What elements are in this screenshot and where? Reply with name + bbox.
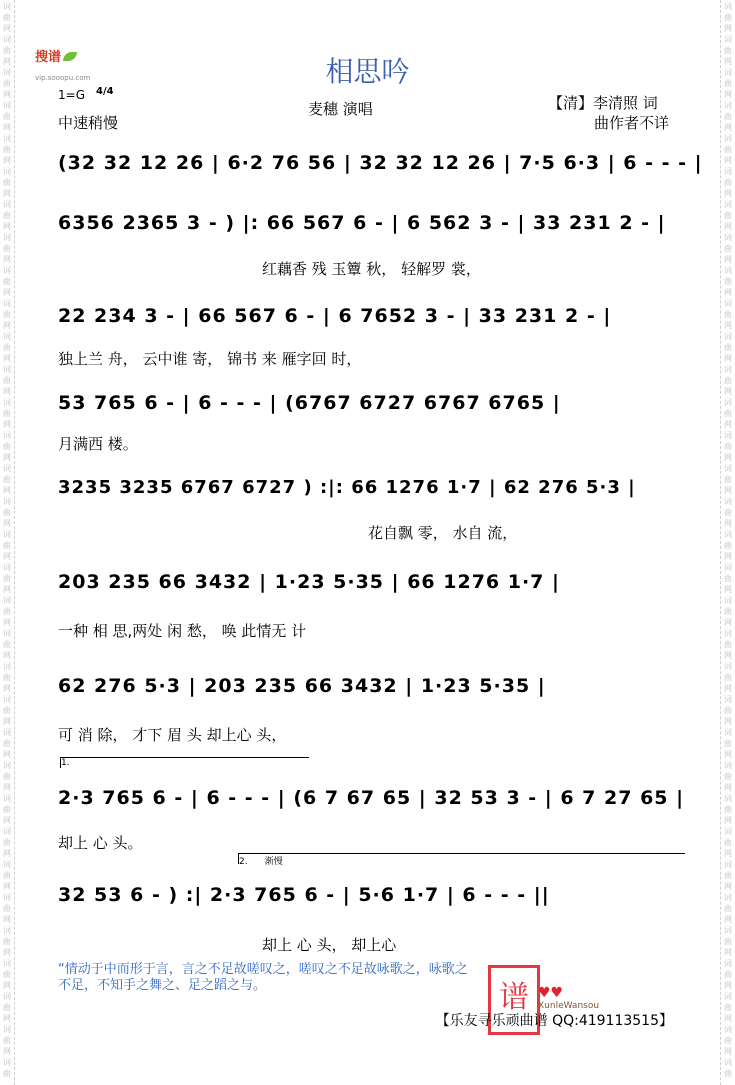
volta-2-bracket [238,853,685,867]
watermark-char: 网 [724,486,732,495]
watermark-char: 网 [3,552,11,561]
lyric-line-9: 却上 心 头， 却上心 [262,936,397,954]
watermark-char: 网 [3,189,11,198]
watermark-char: 词 [3,35,11,44]
score-line-6: 203 235 66 3432 | 1·23 5·35 | 66 1276 1·7 | [58,571,560,593]
watermark-char: 词 [3,794,11,803]
watermark-char: 网 [724,189,732,198]
watermark-char: 网 [724,750,732,759]
watermark-char: 曲 [3,178,11,187]
watermark-char: 曲 [3,277,11,286]
watermark-char: 词 [724,563,732,572]
watermark-char: 曲 [724,706,732,715]
watermark-char: 词 [724,497,732,506]
watermark-char: 词 [724,332,732,341]
watermark-char: 网 [3,123,11,132]
watermark-char: 词 [724,266,732,275]
watermark-char: 曲 [724,277,732,286]
watermark-char: 曲 [724,46,732,55]
watermark-char: 曲 [3,706,11,715]
score-line-1: (32 32 12 26 | 6·2 76 56 | 32 32 12 26 | 7·5 6·3 | 6 - - - | [58,152,703,174]
watermark-char: 曲 [724,772,732,781]
watermark-char: 词 [3,926,11,935]
watermark-char: 曲 [724,211,732,220]
watermark-char: 网 [724,717,732,726]
watermark-char: 网 [724,915,732,924]
watermark-char: 网 [724,651,732,660]
score-line-5: 3235 3235 6767 6727 ) :|: 66 1276 1·7 | 62 276 5·3 | [58,477,636,498]
watermark-char: 曲 [724,145,732,154]
watermark-char: 曲 [3,970,11,979]
watermark-char: 曲 [724,310,732,319]
watermark-char: 网 [724,981,732,990]
score-line-8: 2·3 765 6 - | 6 - - - | (6 7 67 65 | 32 53 3 - | 6 7 27 65 | [58,787,685,809]
watermark-char: 词 [3,728,11,737]
watermark-char: 网 [724,585,732,594]
watermark-char: 网 [3,849,11,858]
volta-1-label: 1. [61,758,70,768]
watermark-char: 词 [724,728,732,737]
volta-1-bracket [60,757,309,768]
watermark-char: 曲 [724,673,732,682]
volta-2-label: 2. [239,857,248,867]
watermark-char: 词 [724,893,732,902]
watermark-char: 词 [3,497,11,506]
watermark-char: 词 [3,1058,11,1067]
watermark-char: 网 [3,90,11,99]
site-logo-url: vip.sooopu.com [35,74,91,82]
lyric-line-6: 一种 相 思,两处 闲 愁， 唤 此情无 计 [58,622,307,640]
watermark-char: 曲 [3,211,11,220]
brand-name: XunleWansou [538,1001,600,1011]
watermark-char: 网 [3,948,11,957]
watermark-char: 曲 [3,244,11,253]
right-watermark-strip [720,0,735,1085]
watermark-char: 词 [724,695,732,704]
watermark-char: 网 [3,222,11,231]
watermark-char: 曲 [3,475,11,484]
watermark-char: 网 [3,618,11,627]
watermark-char: 词 [3,200,11,209]
watermark-char: 词 [3,695,11,704]
watermark-char: 曲 [724,607,732,616]
watermark-char: 曲 [3,937,11,946]
watermark-char: 曲 [3,871,11,880]
watermark-char: 网 [724,783,732,792]
watermark-char: 词 [724,299,732,308]
watermark-char: 曲 [3,673,11,682]
watermark-char: 词 [724,860,732,869]
watermark-char: 曲 [724,904,732,913]
watermark-char: 曲 [3,46,11,55]
score-line-2: 6356 2365 3 - ) |: 66 567 6 - | 6 562 3 - | 33 231 2 - | [58,212,666,234]
watermark-char: 曲 [724,442,732,451]
lyricist: 【清】李清照 词 [548,94,658,112]
watermark-char: 词 [3,299,11,308]
watermark-char: 网 [3,915,11,924]
watermark-char: 网 [724,354,732,363]
watermark-char: 网 [3,57,11,66]
watermark-char: 词 [3,398,11,407]
watermark-char: 网 [3,1047,11,1056]
watermark-char: 曲 [724,970,732,979]
watermark-char: 网 [724,618,732,627]
watermark-char: 曲 [724,409,732,418]
watermark-char: 网 [3,156,11,165]
watermark-char: 曲 [724,79,732,88]
watermark-char: 曲 [3,739,11,748]
watermark-char: 网 [3,387,11,396]
watermark-char: 曲 [724,343,732,352]
watermark-char: 曲 [3,376,11,385]
watermark-char: 曲 [724,541,732,550]
watermark-char: 网 [724,255,732,264]
watermark-char: 网 [3,816,11,825]
watermark-char: 网 [724,882,732,891]
composer: 曲作者不详 [594,114,670,132]
watermark-char: 曲 [724,640,732,649]
watermark-char: 词 [724,629,732,638]
watermark-char: 词 [724,167,732,176]
watermark-char: 网 [724,288,732,297]
watermark-char: 网 [3,453,11,462]
watermark-char: 词 [3,959,11,968]
watermark-char: 词 [724,1058,732,1067]
lyric-line-8: 却上 心 头。 [58,834,143,852]
watermark-char: 词 [3,860,11,869]
watermark-char: 词 [3,431,11,440]
watermark-char: 曲 [3,112,11,121]
watermark-char: 曲 [3,838,11,847]
heart-icon: ♥♥ [538,985,564,1001]
watermark-char: 网 [724,57,732,66]
watermark-char: 词 [724,959,732,968]
watermark-char: 网 [3,783,11,792]
lyric-line-2: 红藕香 残 玉簟 秋， 轻解罗 裳， [262,260,481,278]
watermark-char: 词 [3,365,11,374]
watermark-char: 网 [3,321,11,330]
tempo: 中速稍慢 [58,114,119,132]
watermark-char: 网 [724,948,732,957]
watermark-char: 词 [724,992,732,1001]
watermark-char: 网 [724,684,732,693]
watermark-char: 曲 [724,244,732,253]
watermark-char: 曲 [3,541,11,550]
watermark-char: 词 [3,893,11,902]
site-logo-name: 搜谱 [35,50,62,65]
watermark-char: 曲 [3,343,11,352]
watermark-char: 词 [3,761,11,770]
score-line-7: 62 276 5·3 | 203 235 66 3432 | 1·23 5·35 | [58,675,546,697]
lyric-line-5: 花自飘 零， 水自 流， [368,524,518,542]
watermark-char: 词 [3,167,11,176]
watermark-char: 网 [724,849,732,858]
watermark-char: 网 [3,288,11,297]
watermark-char: 网 [3,519,11,528]
watermark-char: 曲 [3,1069,11,1078]
watermark-char: 网 [3,882,11,891]
watermark-char: 词 [724,200,732,209]
watermark-char: 曲 [724,112,732,121]
watermark-char: 网 [724,1014,732,1023]
watermark-char: 曲 [3,574,11,583]
watermark-char: 网 [3,255,11,264]
watermark-char: 曲 [724,178,732,187]
score-line-9: 32 53 6 - ) :| 2·3 765 6 - | 5·6 1·7 | 6 - - - || [58,884,550,906]
watermark-char: 曲 [3,145,11,154]
time-signature: 4/4 [96,86,114,97]
watermark-char: 网 [3,354,11,363]
watermark-char: 曲 [3,904,11,913]
watermark-char: 词 [3,563,11,572]
watermark-char: 网 [724,453,732,462]
watermark-char: 曲 [724,838,732,847]
watermark-char: 网 [3,750,11,759]
watermark-char: 词 [3,662,11,671]
watermark-char: 词 [724,233,732,242]
watermark-char: 网 [724,222,732,231]
watermark-char: 曲 [724,376,732,385]
watermark-char: 词 [724,1025,732,1034]
watermark-char: 网 [724,387,732,396]
watermark-char: 网 [724,321,732,330]
watermark-char: 曲 [3,772,11,781]
watermark-char: 词 [724,68,732,77]
watermark-char: 网 [724,816,732,825]
watermark-char: 曲 [724,13,732,22]
watermark-char: 曲 [724,475,732,484]
watermark-char: 网 [3,420,11,429]
watermark-char: 曲 [724,871,732,880]
watermark-char: 词 [724,926,732,935]
score-line-4: 53 765 6 - | 6 - - - | (6767 6727 6767 6765 | [58,392,561,414]
watermark-char: 词 [724,431,732,440]
watermark-char: 词 [3,1025,11,1034]
watermark-char: 词 [3,2,11,11]
watermark-char: 曲 [3,607,11,616]
watermark-char: 曲 [3,79,11,88]
watermark-char: 曲 [724,937,732,946]
watermark-char: 网 [3,1014,11,1023]
watermark-char: 词 [3,134,11,143]
watermark-char: 网 [3,486,11,495]
watermark-char: 网 [724,420,732,429]
watermark-char: 曲 [724,1036,732,1045]
watermark-char: 词 [3,596,11,605]
watermark-char: 网 [724,24,732,33]
watermark-char: 网 [3,585,11,594]
watermark-char: 曲 [724,574,732,583]
key-signature: 1=G [58,88,85,102]
watermark-char: 词 [3,332,11,341]
lyric-line-3: 独上兰 舟， 云中谁 寄， 锦书 来 雁字回 时， [58,350,362,368]
watermark-char: 曲 [724,508,732,517]
watermark-char: 词 [724,365,732,374]
watermark-char: 网 [724,1047,732,1056]
watermark-char: 词 [3,266,11,275]
watermark-char: 词 [724,761,732,770]
score-line-3: 22 234 3 - | 66 567 6 - | 6 7652 3 - | 33 231 2 - | [58,305,612,327]
watermark-char: 词 [724,134,732,143]
watermark-char: 曲 [724,739,732,748]
seal-stamp-text: 谱 [499,980,529,1015]
watermark-char: 曲 [3,1036,11,1045]
watermark-char: 词 [724,2,732,11]
watermark-char: 网 [3,651,11,660]
watermark-char: 网 [724,156,732,165]
watermark-char: 词 [3,68,11,77]
watermark-char: 词 [724,794,732,803]
left-watermark-strip [0,0,15,1085]
tempo-change-mark: 渐慢 [264,857,283,867]
watermark-char: 词 [3,233,11,242]
watermark-char: 网 [3,717,11,726]
watermark-char: 曲 [724,805,732,814]
watermark-char: 词 [3,629,11,638]
watermark-char: 网 [3,684,11,693]
watermark-char: 曲 [3,508,11,517]
brand-logo [538,985,599,1011]
watermark-char: 词 [3,101,11,110]
watermark-char: 曲 [3,640,11,649]
watermark-char: 词 [724,464,732,473]
watermark-char: 网 [724,123,732,132]
lyric-line-4: 月满西 楼。 [58,435,138,453]
watermark-char: 词 [724,662,732,671]
watermark-char: 网 [724,519,732,528]
watermark-char: 词 [724,398,732,407]
watermark-char: 词 [724,35,732,44]
watermark-char: 曲 [3,442,11,451]
watermark-char: 曲 [724,1069,732,1078]
watermark-char: 曲 [3,1003,11,1012]
watermark-char: 词 [724,101,732,110]
watermark-char: 网 [3,981,11,990]
watermark-char: 曲 [3,13,11,22]
watermark-char: 曲 [3,409,11,418]
watermark-char: 词 [3,827,11,836]
watermark-char: 曲 [3,805,11,814]
watermark-char: 词 [724,827,732,836]
watermark-char: 词 [724,530,732,539]
watermark-char: 网 [724,90,732,99]
watermark-char: 曲 [3,310,11,319]
watermark-char: 网 [3,24,11,33]
footer-credit: 【乐友寻乐顽曲谱 QQ:419113515】 [435,1013,673,1029]
watermark-char: 曲 [724,1003,732,1012]
watermark-char: 词 [3,992,11,1001]
closing-quote: “情动于中而形于言，言之不足故嗟叹之，嗟叹之不足故咏歌之，咏歌之不足，不知手之舞之、足之蹈之与。 [58,962,468,993]
lyric-line-7: 可 消 除， 才下 眉 头 却上心 头， [58,726,287,744]
song-title: 相思吟 [325,55,410,88]
watermark-char: 网 [724,552,732,561]
watermark-char: 词 [3,530,11,539]
watermark-char: 词 [724,596,732,605]
performer: 麦穗 演唱 [308,100,373,118]
watermark-char: 词 [3,464,11,473]
